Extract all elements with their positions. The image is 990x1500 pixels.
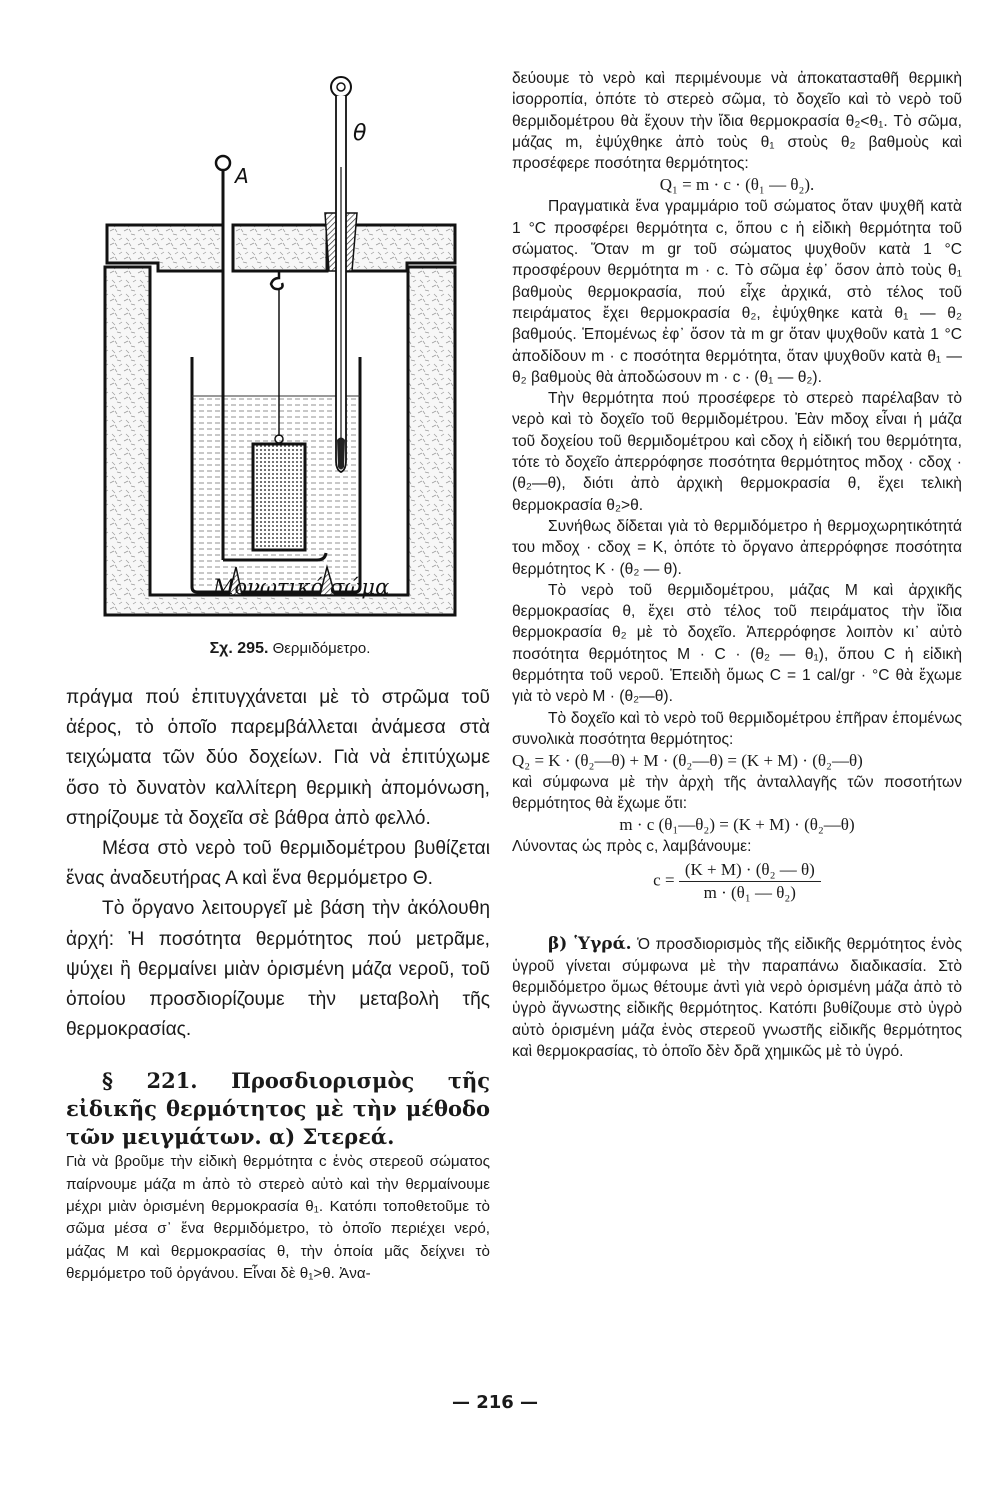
formula-c-lhs: c = xyxy=(653,870,675,890)
formula-c-fraction xyxy=(679,859,821,904)
paragraph-principle: Τὸ ὄργανο λειτουργεῖ μὲ βάση τὴν ἀκόλουθη ἀρχή: Ἡ ποσότητα θερμότητος πού μετρᾶμε, ψύχει ἢ θερμαίνει μιὰν ὁρισμένη μάζα νεροῦ, τοῦ ὁποίου προσδιορίζουμε τὴν μεταβολὴ τῆς θερμοκρασίας. xyxy=(66,898,490,1041)
formula-c xyxy=(512,859,962,904)
section-subheading-solids: α) Στερεά. xyxy=(269,1124,395,1150)
formula-q2: Q₂ = K · (θ₂—θ) + M · (θ₂—θ) = (K + M) · (θ₂—θ) xyxy=(512,751,863,771)
calorimeter-figure xyxy=(95,60,475,640)
liquids-heading: β) Ὑγρά. xyxy=(548,934,632,955)
section-title: § 221. Προσδιορισμὸς τῆς εἰδικῆς θερμότητος μὲ τὴν μέθοδο τῶν μειγμάτων. xyxy=(66,1068,490,1150)
right-column xyxy=(512,68,962,1062)
formula-c-denominator: m · (θ₁ — θ₂) xyxy=(703,883,796,903)
paragraph-liquids xyxy=(512,934,962,1062)
paragraph-explanation: Πραγματικὰ ἕνα γραμμάριο τοῦ σώματος ὅταν ψυχθῆ κατὰ 1 °C προσφέρει θερμότητα c, ὅπου c ἡ εἰδικὴ θερμότητα τοῦ σώματος. Ὅταν m gr τοῦ σώματος ψυχθοῦν κατὰ 1 °C προσφέρουν θερμότητα m · c. Τὸ σῶμα ἐφ᾽ ὅσον ἀπὸ τοὺς θ₁ βαθμοὺς θερμοκρασία, πού εἶχε ἀρχικά, στὸ τέλος τοῦ πειράματος ἔχει θερμοκρασία θ₂, ἐψύχθηκε κατὰ θ₁ — θ₂ βαθμούς. Ἑπομένως ἐφ᾽ ὅσον τὰ m gr ὅταν ψυχθοῦν κατὰ 1 °C ἀποδίδουν m · c ποσότητα θερμότητα, ὅταν ψυχθοῦν κατὰ θ₁ — θ₂ βαθμοὺς θὰ ἀποδώσουν m · c · (θ₁ — θ₂). xyxy=(512,198,962,386)
paragraph-heat-capacity: Συνήθως δίδεται γιὰ τὸ θερμιδόμετρο ἡ θερμοχωρητικότητά του mδοχ · cδοχ = K, ὁπότε τὸ ὄργανο ἀπερρόφησε ποσότητα θερμότητος K · (θ₂ — θ). xyxy=(512,517,962,578)
paragraph-stirrer: Μέσα στὸ νερὸ τοῦ θερμιδομέτρου βυθίζεται ἕνας ἀναδευτήρας Α καὶ ἕνα θερμόμετρο Θ. xyxy=(66,838,490,890)
figure-number: Σχ. 295. xyxy=(209,640,269,657)
paragraph-exchange: καὶ σύμφωνα μὲ τὴν ἀρχὴ τῆς ἀνταλλαγῆς τῶν ποσοτήτων θερμότητος θὰ ἔχωμε ὅτι: xyxy=(512,773,962,812)
insulation-label: Μονωτικό σώμα xyxy=(213,575,390,599)
figure-caption xyxy=(100,640,480,658)
section-heading xyxy=(66,1067,490,1151)
lid xyxy=(107,213,455,271)
paragraph-insulation: πράγμα πού ἐπιτυγχάνεται μὲ τὸ στρῶμα τοῦ ἀέρος, τὸ ὁποῖο παρεμβάλλεται ἀνάμεσα στὰ τειχώματα τῶν δύο δοχείων. Γιὰ νὰ ἐπιτύχωμε ὅσο τὸ δυνατὸν καλλίτερη θερμικὴ ἀπομόνωση, στηρίζουμε τὰ δοχεῖα σὲ βάθρα ἀπὸ φελλό. xyxy=(66,687,490,829)
paragraph-total-heat: Τὸ δοχεῖο καὶ τὸ νερὸ τοῦ θερμιδομέτρου ἐπῆραν ἑπομένως συνολικὰ ποσότητα θερμότητος: xyxy=(512,709,962,748)
formula-balance: m · c (θ₁—θ₂) = (K + M) · (θ₂—θ) xyxy=(619,815,855,835)
page-number: — 216 — xyxy=(451,1392,539,1413)
figure-title: Θερμιδόμετρο. xyxy=(272,640,371,657)
paragraph-water-heat: Τὸ νερὸ τοῦ θερμιδομέτρου, μάζας Μ καὶ ἀρχικῆς θερμοκρασίας θ, ἔχει στὸ τέλος τοῦ πειράματος τὴν ἴδια θερμοκρασία θ₂ μὲ τὸ δοχεῖο. Ἀπερρόφησε λοιπὸν κι᾽ αὐτὸ ποσότητα θερμότητος M · C · (θ₂ — θ₁), ὅπου C ἡ εἰδικὴ θερμότητα τοῦ νεροῦ. Ἐπειδὴ ὅμως C = 1 cal/gr · °C θὰ ἔχωμε γιὰ τὸ νερὸ M · (θ₂—θ). xyxy=(512,581,962,706)
paragraph-vessel-heat: Τὴν θερμότητα πού προσέφερε τὸ στερεὸ παρέλαβαν τὸ νερὸ καὶ τὸ δοχεῖο τοῦ θερμιδομέτρου. Ἐὰν mδοχ εἶναι ἡ μάζα τοῦ δοχείου τοῦ θερμιδομέτρου καὶ cδοχ ἡ εἰδική του θερμότητα, τότε τὸ δοχεῖο ἀπερρόφησε ποσότητα θερμότητος mδοχ · cδοχ · (θ₂—θ), διότι ἀπὸ ἀρχικὴ θερμοκρασία θ, ἔχει τελικὴ θερμοκρασία θ₂>θ. xyxy=(512,390,962,514)
thermometer-label: θ xyxy=(353,121,367,146)
paragraph-equilibrium: δεύουμε τὸ νερὸ καὶ περιμένουμε νὰ ἀποκατασταθῆ θερμικὴ ἰσορροπία, ὁπότε τὸ στερεὸ σῶμα, τὸ δοχεῖο καὶ τὸ νερὸ τοῦ θερμιδομέτρου θὰ ἔχουν τὴν ἴδια θερμοκρασία θ₂<θ₁. Τὸ σῶμα, μάζας m, ἐψύχθηκε ἀπὸ τοὺς θ₁ στοὺς θ₂ βαθμοὺς καὶ προσέφερε ποσότητα θερμότητος: xyxy=(512,70,962,173)
stirrer-label: A xyxy=(235,164,249,188)
paragraph-solids: Γιὰ νὰ βροῦμε τὴν εἰδικὴ θερμότητα c ἑνὸς στερεοῦ σώματος παίρνουμε μάζα m ἀπὸ τὸ στερεὸ αὐτὸ καὶ τὴν θερμαίνουμε μέχρι μιὰν ὁρισμένη θερμοκρασία θ₁. Κατόπι τοποθετοῦμε τὸ σῶμα μέσα σ᾽ ἕνα θερμιδόμετρο, τὸ ὁποῖο περιέχει νερό, μάζας Μ καὶ θερμοκρασίας θ, τὴν ὁποία μᾶς δείχνει τὸ θερμόμετρο τοῦ ὀργάνου. Εἶναι δὲ θ₁>θ. Ἀνα- xyxy=(66,1153,490,1282)
left-column xyxy=(66,683,490,1285)
paragraph-solve: Λύνοντας ὡς πρὸς c, λαμβάνουμε: xyxy=(512,838,752,856)
formula-q1: Q₁ = m · c · (θ₁ — θ₂). xyxy=(659,175,815,195)
liquids-body: Ὁ προσδιορισμὸς τῆς εἰδικῆς θερμότητος ἑνὸς ὑγροῦ γίνεται σύμφωνα μὲ τὴν παραπάνω διαδικασία. Στὸ θερμιδόμετρο ὅμως θέτουμε ἀντὶ γιὰ νερὸ ὁρισμένη μάζα ἀπὸ τὸ ὑγρὸ ἄγνωστης εἰδικῆς θερμότητος. Κατόπι βυθίζουμε στὸ ὑγρὸ αὐτὸ ὁρισμένη μάζα ἑνὸς στερεοῦ γνωστῆς εἰδικῆς θερμότητος καὶ θερμοκρασίας, τὸ ὁποῖο δὲν δρᾶ χημικῶς μὲ τὸ ὑγρό. xyxy=(512,936,962,1060)
formula-c-numerator: (K + M) · (θ₂ — θ) xyxy=(679,859,821,882)
